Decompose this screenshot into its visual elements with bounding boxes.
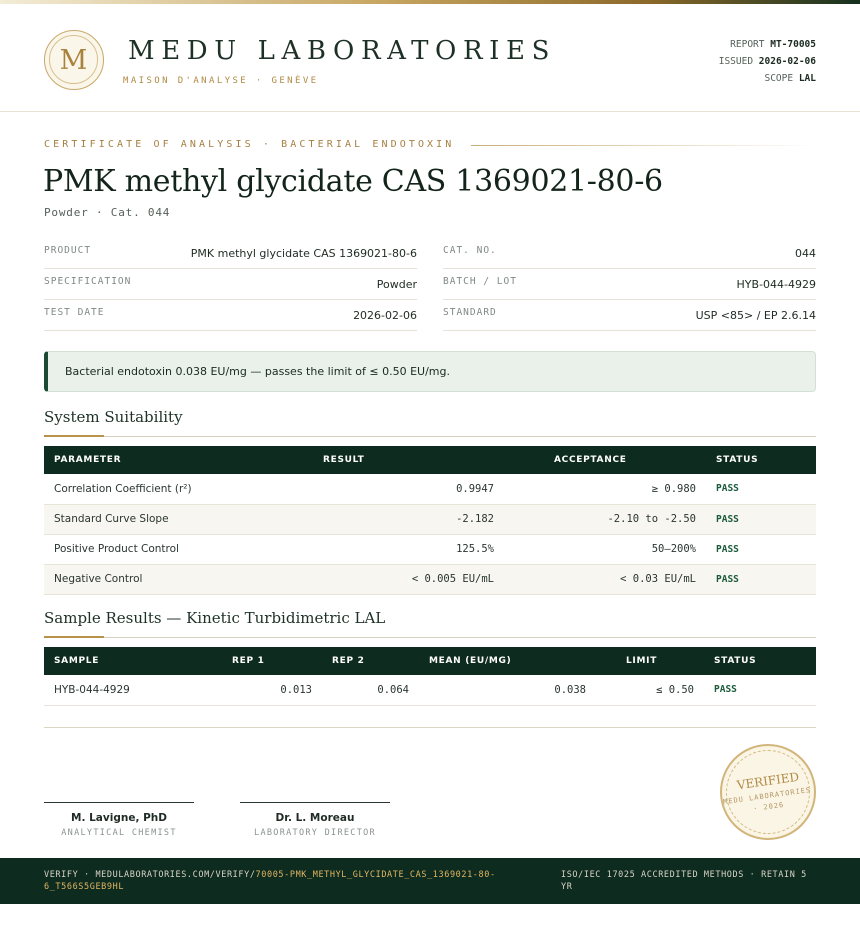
issued-line [719, 53, 816, 70]
issued-date: 2026-02-06 [758, 56, 816, 67]
result-banner-text: Bacterial endotoxin 0.038 EU/mg — passes the limit of ≤ 0.50 EU/mg. [65, 365, 450, 378]
table-header-row [44, 647, 816, 675]
scope-label: SCOPE [764, 73, 794, 84]
status-cell: PASS [704, 675, 816, 705]
verify-prefix: VERIFY · MEDULABORATORIES.COM/VERIFY/ [44, 870, 256, 880]
signature-block [240, 802, 390, 838]
report-header [0, 4, 860, 112]
column-header: STATUS [716, 455, 759, 465]
info-value: 044 [795, 247, 816, 260]
issued-label: ISSUED [718, 56, 754, 67]
scope-line [719, 70, 816, 87]
info-value: Powder [376, 278, 417, 291]
report-label: REPORT [730, 39, 765, 50]
rep1-cell: 0.013 [222, 675, 322, 705]
document-kicker: CERTIFICATE OF ANALYSIS · BACTERIAL ENDOTOXIN [44, 139, 455, 150]
acceptance-cell: -2.10 to -2.50 [504, 504, 706, 534]
info-value: USP <85> / EP 2.6.14 [695, 309, 816, 322]
column-header: REP 2 [332, 656, 365, 666]
table-row [44, 564, 816, 594]
info-row [44, 269, 417, 300]
column-header: PARAMETER [54, 455, 122, 465]
status-cell: PASS [706, 504, 816, 534]
info-row [44, 238, 417, 269]
result-cell: 0.9947 [313, 474, 504, 504]
report-meta [719, 36, 816, 87]
suitability-title: System Suitability [44, 408, 183, 426]
result-cell: -2.182 [313, 504, 504, 534]
info-row [443, 300, 816, 331]
info-key: TEST DATE [44, 307, 105, 318]
section-accent [44, 636, 104, 638]
verification-footer [0, 858, 860, 904]
signatory-role: LABORATORY DIRECTOR [254, 828, 376, 838]
signatory-name: Dr. L. Moreau [275, 812, 355, 824]
column-header: RESULT [323, 455, 365, 465]
samples-table [44, 647, 816, 706]
info-grid-right [443, 238, 816, 331]
table-row [44, 474, 816, 504]
verify-link[interactable]: 70005-PMK_METHYL_GLYCIDATE_CAS_1369021-80-6_T566S5GEB9HL [44, 870, 496, 892]
brand-tagline: MAISON D'ANALYSE · GENÈVE [123, 76, 319, 86]
seal-title: VERIFIED [736, 769, 800, 793]
product-subtitle: Powder · Cat. 044 [44, 206, 171, 219]
column-header: LIMIT [626, 656, 658, 666]
verify-text [44, 869, 544, 893]
info-key: BATCH / LOT [443, 276, 517, 287]
info-value: PMK methyl glycidate CAS 1369021-80-6 [190, 247, 417, 260]
verified-seal [720, 744, 816, 840]
seal-subtitle: MEDU LABORATORIES · 2026 [722, 785, 812, 814]
parameter-cell: Positive Product Control [44, 534, 313, 564]
logo-monogram: M [49, 35, 98, 84]
info-grid-left [44, 238, 417, 331]
page-title: PMK methyl glycidate CAS 1369021-80-6 [43, 164, 663, 199]
column-header: MEAN (EU/MG) [429, 656, 512, 666]
info-row [443, 238, 816, 269]
info-row [44, 300, 417, 331]
section-rule [44, 436, 816, 437]
mean-cell: 0.038 [419, 675, 596, 705]
parameter-cell: Standard Curve Slope [44, 504, 313, 534]
info-key: SPECIFICATION [44, 276, 132, 287]
column-header: STATUS [714, 656, 757, 666]
logo-seal [44, 30, 104, 90]
info-key: STANDARD [443, 307, 497, 318]
result-banner [44, 351, 816, 392]
info-key: CAT. NO. [443, 245, 497, 256]
signatory-name: M. Lavigne, PhD [71, 812, 167, 824]
column-header: ACCEPTANCE [554, 455, 627, 465]
parameter-cell: Correlation Coefficient (r²) [44, 474, 313, 504]
info-value: HYB-044-4929 [736, 278, 816, 291]
status-cell: PASS [706, 534, 816, 564]
acceptance-cell: ≥ 0.980 [504, 474, 706, 504]
acceptance-cell: < 0.03 EU/mL [504, 564, 706, 594]
signatory-role: ANALYTICAL CHEMIST [61, 828, 177, 838]
kicker-rule [471, 145, 816, 146]
table-row [44, 534, 816, 564]
report-number: MT-70005 [770, 39, 816, 50]
column-header: REP 1 [232, 656, 265, 666]
accreditation-note: ISO/IEC 17025 ACCREDITED METHODS · RETAIN 5 YR [561, 870, 807, 892]
table-header-row [44, 446, 816, 474]
info-value: 2026-02-06 [353, 309, 417, 322]
section-rule [44, 637, 816, 638]
suitability-table [44, 446, 816, 595]
signature-section-rule [44, 727, 816, 728]
result-cell: 125.5% [313, 534, 504, 564]
table-row [44, 675, 816, 705]
scope-value: LAL [798, 73, 816, 84]
signature-block [44, 802, 194, 838]
status-cell: PASS [706, 564, 816, 594]
rep2-cell: 0.064 [322, 675, 419, 705]
status-cell: PASS [706, 474, 816, 504]
table-row [44, 504, 816, 534]
sample-id-cell: HYB-044-4929 [44, 675, 222, 705]
parameter-cell: Negative Control [44, 564, 313, 594]
info-key: PRODUCT [44, 245, 92, 256]
column-header: SAMPLE [54, 656, 100, 666]
section-accent [44, 435, 104, 437]
report-number-line [719, 36, 816, 53]
info-row [443, 269, 816, 300]
result-cell: < 0.005 EU/mL [313, 564, 504, 594]
acceptance-cell: 50–200% [504, 534, 706, 564]
limit-cell: ≤ 0.50 [596, 675, 704, 705]
brand-name: MEDU LABORATORIES [128, 36, 556, 66]
samples-title: Sample Results — Kinetic Turbidimetric LAL [44, 609, 386, 627]
